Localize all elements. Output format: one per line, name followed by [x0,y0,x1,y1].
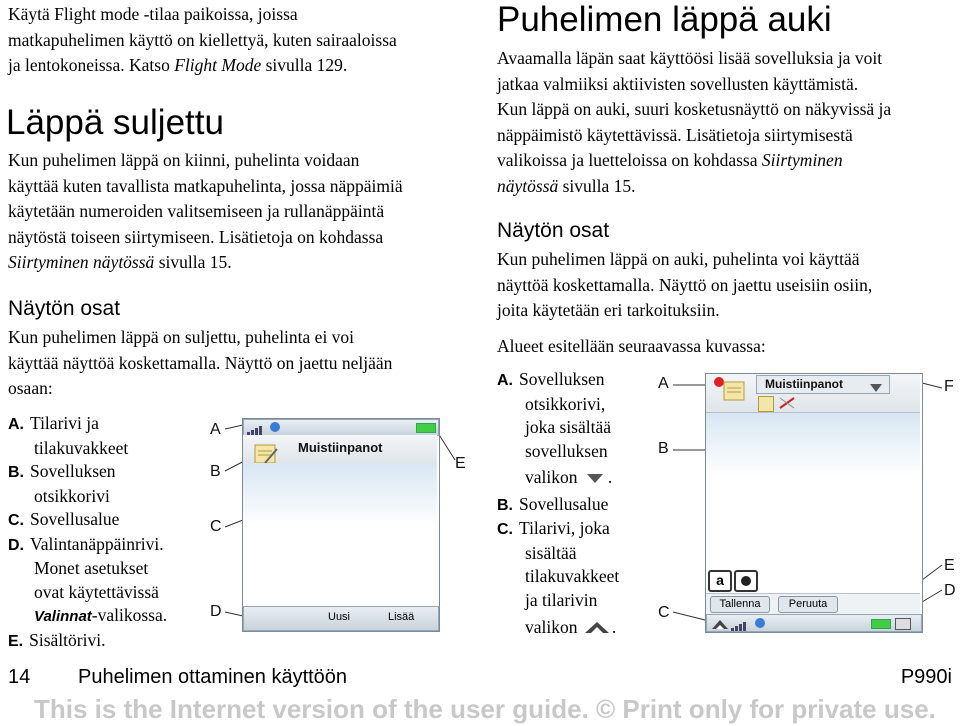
fig-label-f-right: F [944,378,954,395]
memory-card-icon [895,618,911,630]
fig-label-c-right: C [658,604,670,621]
fig-label-e: E [455,455,466,472]
footer-section: Puhelimen ottaminen käyttöön [78,666,348,688]
list-item: A. Tilarivi ja [8,413,99,433]
list-item: B. Sovellusalue [497,493,609,514]
flap-closed-paragraph: Kun puhelimen läppä on kiinni, puhelinta voidaan käyttää kuten tavallista matkapuhelinta, jossa näppäimiä käytetään numeroiden valitsemiseen ja rullanäppäintä näytöstä toiseen siirtymiseen. Lisätietoja on kohdassa Siirtyminen näytössä sivulla 15. [8,150,403,272]
list-item: C. Tilarivi, joka [497,518,610,539]
list-item: A. Sovelluksen [497,369,605,389]
app-menu-button[interactable] [756,375,890,394]
app-title-bar-right [706,374,920,412]
status-bar-right [706,614,922,632]
fig-label-b: B [210,463,221,480]
text-key-button[interactable]: a [708,570,732,592]
right-parts-list: A. Sovelluksen otsikkorivi, joka sisältää sovelluksen valikon . B. Sovellusalue C. Tilarivi, joka sisältää tilakuvakkeet ja tilarivin valikon . [497,368,657,641]
save-button[interactable]: Tallenna [710,596,770,613]
notes-app-icon-right [722,380,748,402]
status-menu-icon-small[interactable] [711,617,729,635]
bluetooth-icon-right [755,618,765,628]
fig-label-d-right: D [944,582,956,599]
new-softkey[interactable]: Uusi [328,611,351,623]
list-item: D. Valintanäppäinrivi. [8,533,164,554]
more-softkey[interactable]: Lisää [388,611,415,623]
cancel-button[interactable]: Peruuta [778,596,838,613]
page-number: 14 [8,666,31,688]
fig-label-c: C [210,518,222,535]
fig-label-a: A [210,421,221,438]
battery-icon-right [871,619,891,629]
edit-tab-icon[interactable] [778,396,796,410]
areas-intro: Alueet esitellään seuraavassa kuvassa: [497,336,766,356]
screen-parts-paragraph-right: Kun puhelimen läppä on auki, puhelinta voi käyttää näyttöä koskettamalla. Näyttö on jaettu useisiin osiin, joita käytetään eri tarkoituksiin. [497,249,873,320]
screen-parts-paragraph-left: Kun puhelimen läppä on suljettu, puhelinta ei voi käyttää näyttöä koskettamalla. Näyttö on jaettu neljään osaan: [8,327,393,398]
flap-open-paragraph: Avaamalla läpän saat käyttöösi lisää sovelluksia ja voit jatkaa valmiiksi aktiivisten sovellusten käyttämistä. Kun läppä on auki, suuri kosketusnäyttö on näkyvissä ja näppäimistö käytettävissä. Lisätietoja siirtymisestä valikoissa ja luetteloissa on kohdassa Siirtyminen näytössä sivulla 15. [497,48,892,196]
list-item: E. Sisältörivi. [8,629,106,650]
footer-model: P990i [900,666,952,688]
heading-flap-open: Puhelimen läppä auki [497,0,832,39]
fig-label-b-right: B [658,440,669,457]
fig-label-e-right: E [944,557,955,574]
open-flap-screen [705,373,923,633]
left-parts-list: A. Tilarivi ja tilakuvakkeet B. Sovelluksen otsikkorivi C. Sovellusalue D. Valintanäppäinrivi. Monet asetukset ovat käytettävissä Valinnat-valikossa. E. Sisältörivi. [8,412,208,653]
folder-tab-icon[interactable] [758,396,774,412]
application-area-right [706,412,920,569]
intro-text: Käytä Flight mode -tilaa paikoissa, joissa matkapuhelimen käyttö on kiellettyä, kuten sairaaloissa ja lentokoneissa. Katso Flight Mode sivulla 129. [8,4,397,75]
record-icon [741,576,751,586]
heading-flap-closed: Läppä suljettu [6,103,224,142]
record-key-button[interactable] [734,570,758,592]
button-bar [706,593,920,614]
app-title-right: Muistiinpanot [765,377,843,391]
heading-screen-parts-right: Näytön osat [497,219,610,242]
app-title: Muistiinpanot [298,440,383,455]
list-item: C. Sovellusalue [8,509,120,529]
heading-screen-parts-left: Näytön osat [8,297,121,320]
dropdown-arrow-icon [869,380,883,398]
signal-icon-right [731,618,751,636]
fig-label-d: D [210,603,222,620]
list-item: B. Sovelluksen [8,461,116,481]
fig-label-a-right: A [658,375,669,392]
watermark: This is the Internet version of the user guide. © Print only for private use. [34,694,936,724]
